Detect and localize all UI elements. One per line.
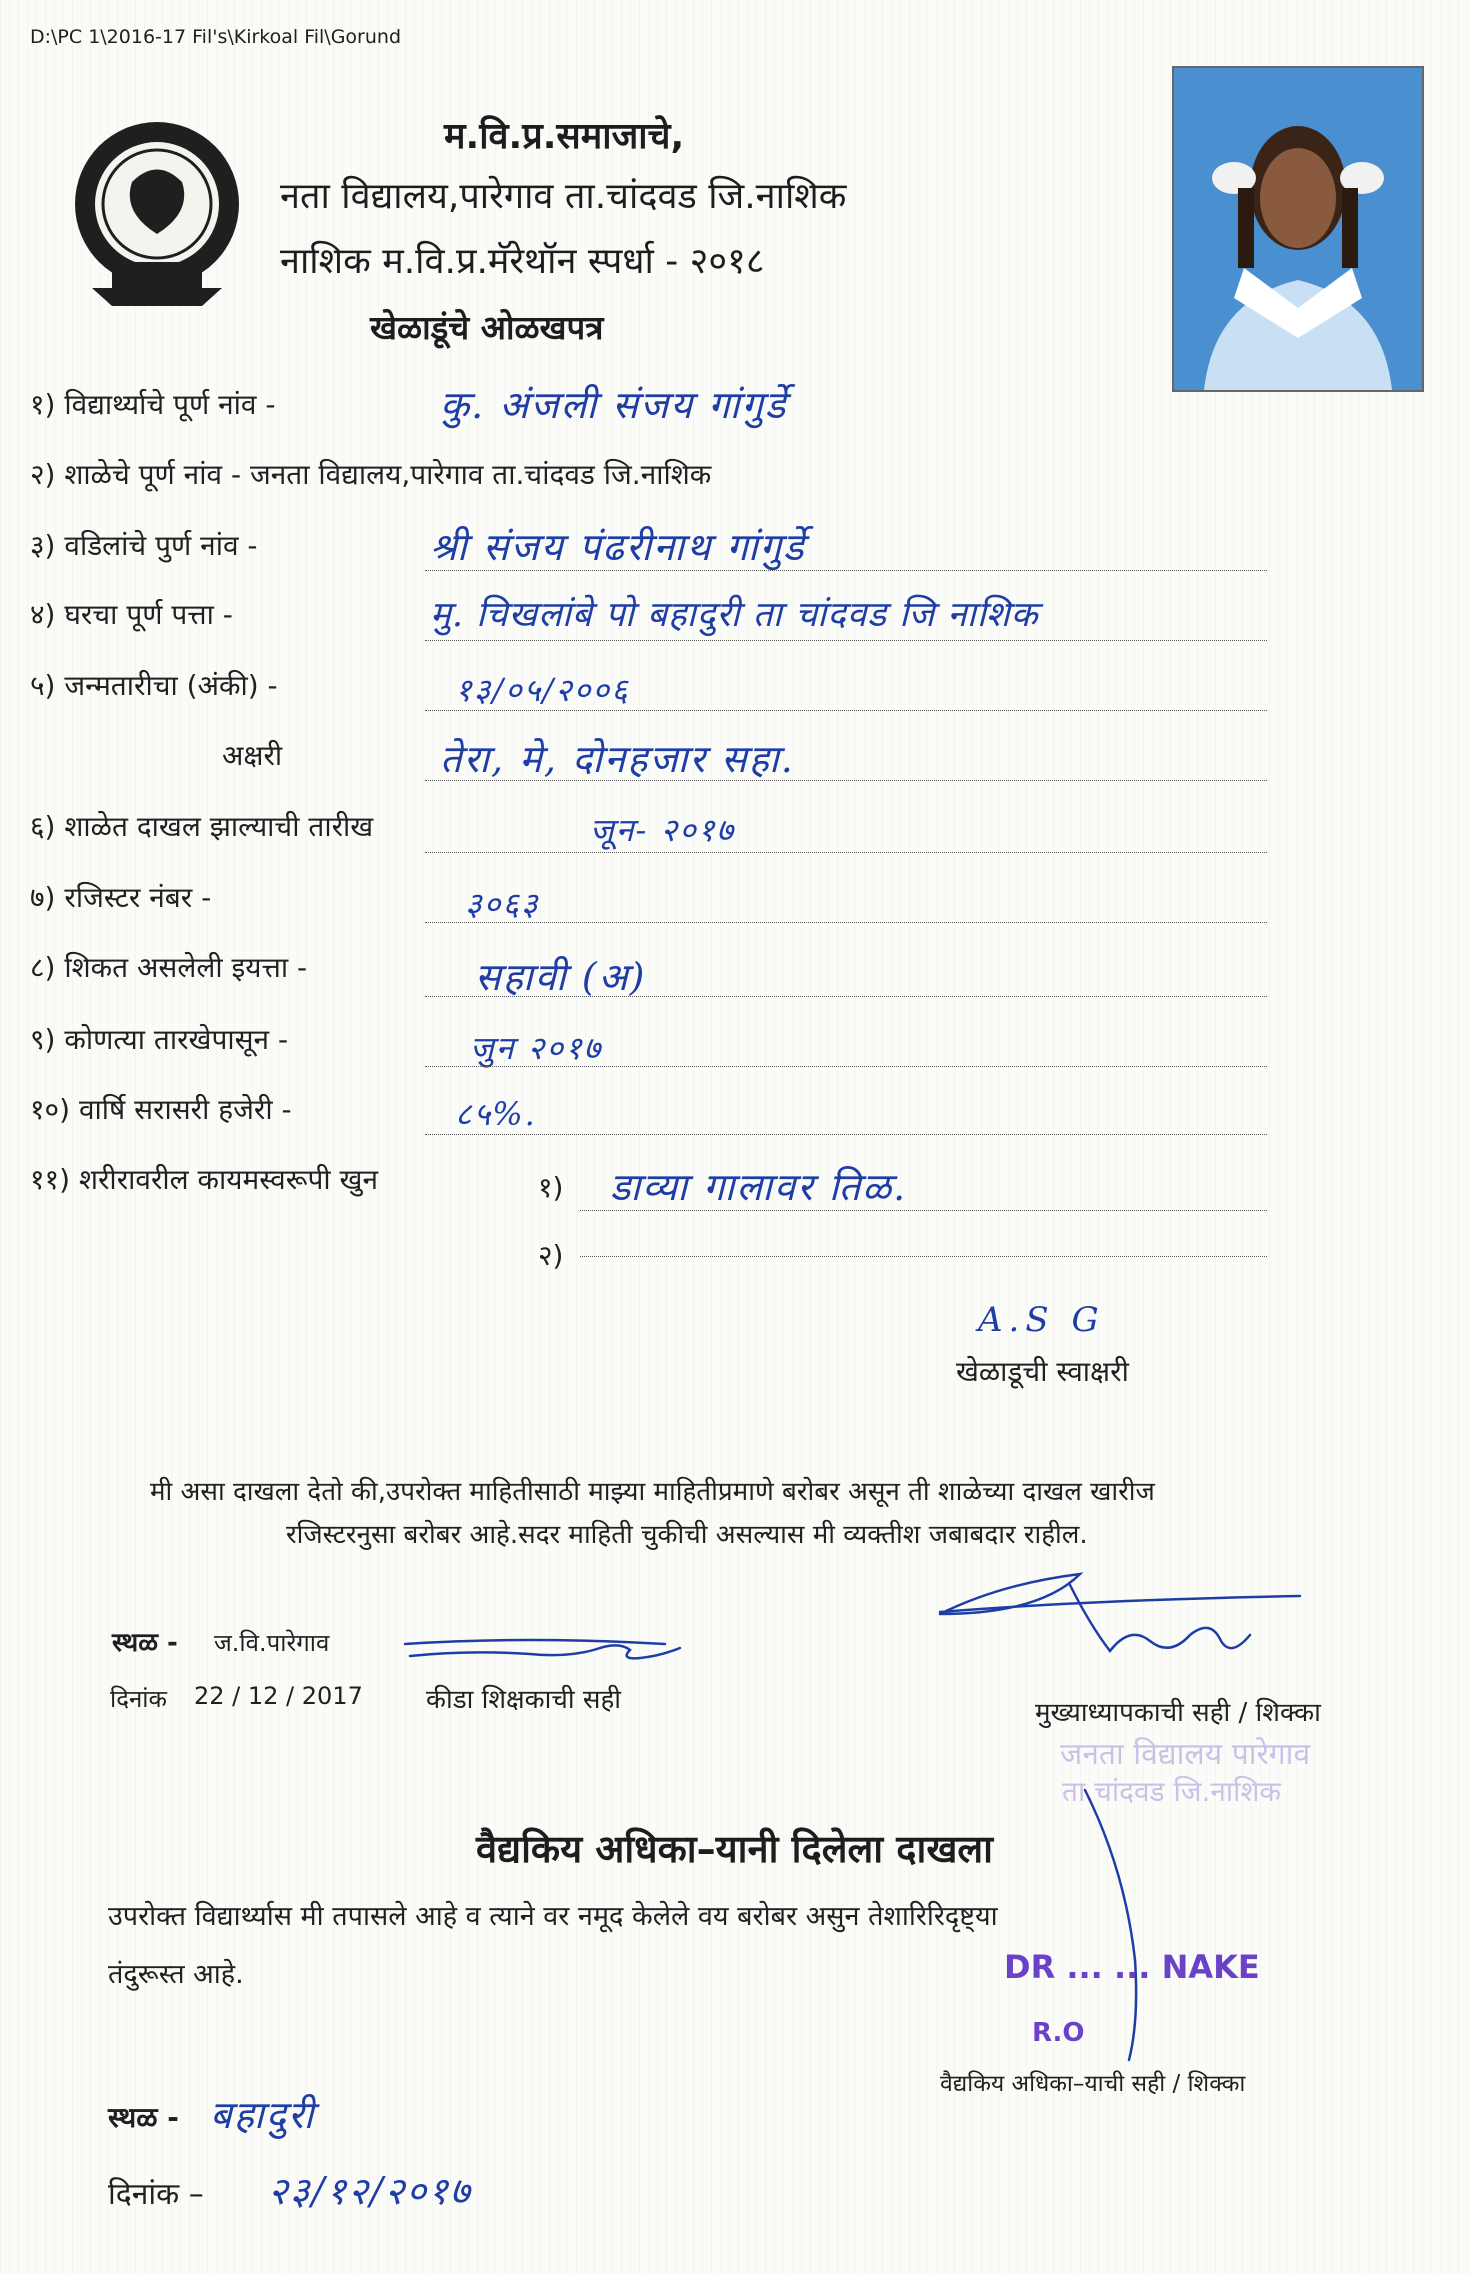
field-value-admission-date: जून- २०१७ — [590, 811, 736, 849]
medical-date-value: २३/१२/२०१७ — [268, 2169, 472, 2213]
field-label-dob-digits: ५) जन्मतारीचा (अंकी) - — [30, 669, 278, 702]
field-label-class: ८) शिकत असलेली इयत्ता - — [30, 951, 308, 984]
medical-line2: तंदुरूस्त आहे. — [108, 1959, 244, 1990]
medical-title: वैद्यकिय अधिका–यानी दिलेला दाखला — [476, 1827, 994, 1871]
field-label-student-name: १) विद्यार्थ्याचे पूर्ण नांव - — [30, 388, 276, 421]
medical-place-label: स्थळ - — [108, 2101, 179, 2134]
header-line1: म.वि.प्र.समाजाचे, — [444, 116, 685, 157]
mark-1-number: १) — [538, 1171, 564, 1204]
field-label-identifying-marks: ११) शरीरावरील कायमस्वरूपी खुन — [30, 1163, 379, 1196]
principal-signature-scribble — [940, 1574, 1300, 1651]
player-signature-label: खेळाडूची स्वाक्षरी — [956, 1355, 1129, 1388]
medical-line1: उपरोक्त विद्यार्थ्यास मी तपासले आहे व त्याने वर नमूद केलेले वय बरोबर असुन तेशारिरिदृष्ट्या — [108, 1901, 998, 1932]
date-label: दिनांक — [110, 1685, 167, 1713]
medical-stamp-line2: R.O — [1032, 2018, 1085, 2048]
field-label-attendance: १०) वार्षि सरासरी हजेरी - — [30, 1093, 292, 1126]
place-label: स्थळ - — [112, 1628, 178, 1658]
header-line3: नाशिक म.वि.प्र.मॅरेथॉन स्पर्धा - २०१८ — [280, 241, 765, 282]
field-label-dob-words: अक्षरी — [222, 739, 283, 772]
teacher-signature-scribble — [405, 1640, 680, 1658]
field-value-dob-digits: १३/०५/२००६ — [455, 671, 630, 709]
field-value-since-date: जुन २०१७ — [470, 1029, 603, 1067]
date-value: 22 / 12 / 2017 — [194, 1682, 363, 1710]
field-value-register-number: ३०६३ — [465, 885, 540, 923]
mark-1-value: डाव्या गालावर तिळ. — [610, 1165, 908, 1209]
field-label-father-name: ३) वडिलांचे पुर्ण नांव - — [30, 529, 258, 562]
file-path-text: D:\PC 1\2016-17 Fil's\Kirkoal Fil\Gorund — [30, 26, 402, 48]
mark-2-number: २) — [538, 1239, 564, 1272]
field-value-address: मु. चिखलांबे पो बहादुरी ता चांदवड जि नाशिक — [430, 595, 1039, 635]
place-value: ज.वि.पारेगाव — [214, 1629, 330, 1657]
school-stamp-line2: ता.चांदवड जि.नाशिक — [1062, 1775, 1281, 1808]
school-stamp-line1: जनता विद्यालय पारेगाव — [1060, 1737, 1311, 1772]
field-value-class: सहावी (अ) — [475, 955, 647, 999]
field-label-address: ४) घरचा पूर्ण पत्ता - — [30, 598, 233, 631]
player-signature-value: A.S G — [978, 1300, 1105, 1340]
medical-signature-scribble — [1085, 1790, 1136, 2060]
field-label-admission-date: ६) शाळेत दाखल झाल्याची तारीख — [30, 810, 374, 843]
header-line4: खेळाडूंचे ओळखपत्र — [370, 308, 604, 347]
field-label-register-number: ७) रजिस्टर नंबर - — [30, 881, 212, 914]
teacher-signature-label: कीडा शिक्षकाची सही — [426, 1685, 621, 1715]
field-label-school-name: २) शाळेचे पूर्ण नांव - जनता विद्यालय,पारेगाव ता.चांदवड जि.नाशिक — [30, 458, 712, 491]
field-value-father-name: श्री संजय पंढरीनाथ गांगुर्डे — [430, 525, 806, 569]
medical-stamp: DR ... ... NAKE — [1004, 1948, 1260, 1986]
certification-line2: रजिस्टरनुसा बरोबर आहे.सदर माहिती चुकीची असल्यास मी व्यक्तीश जबाबदार राहील. — [286, 1520, 1088, 1550]
field-value-dob-words: तेरा, मे, दोनहजार सहा. — [440, 737, 795, 781]
header-line2: नता विद्यालय,पारेगाव ता.चांदवड जि.नाशिक — [280, 176, 847, 217]
medical-date-label: दिनांक – — [108, 2177, 204, 2212]
field-label-since-date: ९) कोणत्या तारखेपासून - — [30, 1023, 289, 1056]
certification-line1: मी असा दाखला देतो की,उपरोक्त माहितीसाठी माझ्या माहितीप्रमाणे बरोबर असून ती शाळेच्या दाखल खारीज — [150, 1477, 1155, 1507]
field-value-student-name: कु. अंजली संजय गांगुर्डे — [440, 383, 788, 427]
medical-place-value: बहादुरी — [210, 2093, 316, 2137]
medical-officer-label: वैद्यकिय अधिका–याची सही / शिक्का — [940, 2071, 1246, 2097]
principal-signature-label: मुख्याध्यापकाची सही / शिक्का — [1035, 1698, 1321, 1728]
field-value-attendance: ८५%. — [455, 1095, 537, 1133]
